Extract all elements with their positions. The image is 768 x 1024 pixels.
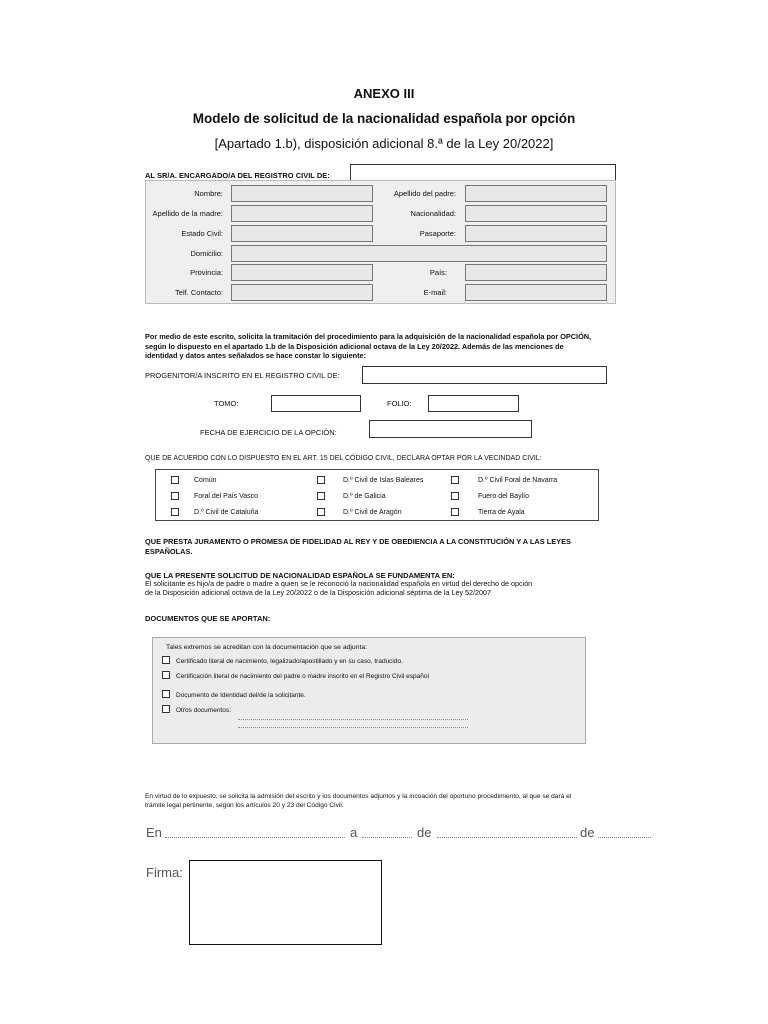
telf-label: Telf. Contacto: [175, 288, 223, 297]
intro-line-3: identidad y datos antes señalados se hace constar lo siguiente: [145, 351, 366, 360]
month-field[interactable] [437, 837, 577, 838]
vecindad-baleares-checkbox[interactable] [317, 476, 325, 484]
tomo-label: TOMO: [214, 399, 239, 408]
nacionalidad-label: Nacionalidad: [410, 209, 456, 218]
pasaporte-label: Pasaporte: [419, 229, 456, 238]
domicilio-field[interactable] [231, 245, 607, 262]
day-field[interactable] [362, 837, 412, 838]
annex-title: ANEXO III [353, 86, 415, 101]
apellido-padre-label: Apellido del padre: [393, 189, 456, 198]
form-subtitle: [Apartado 1.b), disposición adicional 8.ª de la Ley 20/2022] [214, 136, 554, 151]
vecindad-baleares-label: D.º Civil de Islas Baleares [343, 477, 424, 484]
fecha-opcion-label: FECHA DE EJERCICIO DE LA OPCIÓN: [200, 428, 337, 437]
vecindad-comun-checkbox[interactable] [171, 476, 179, 484]
folio-label: FOLIO: [387, 399, 412, 408]
vecindad-navarra-checkbox[interactable] [451, 476, 459, 484]
doc-identidad-checkbox[interactable] [162, 690, 170, 698]
date-a-label: a [350, 825, 358, 840]
apellido-madre-label: Apellido de la madre: [152, 209, 223, 218]
intro-line-1: Por medio de este escrito, solicita la tramitación del procedimiento para la adquisición de la nacionalidad española por OPCIÓN, [145, 332, 592, 341]
firma-label: Firma: [146, 865, 183, 880]
place-field[interactable] [165, 837, 345, 838]
domicilio-label: Domicilio: [190, 249, 223, 258]
doc-cert-nacimiento-checkbox[interactable] [162, 656, 170, 664]
place-en-label: En [146, 825, 162, 840]
year-field[interactable] [598, 837, 651, 838]
vecindad-ayala-label: Tierra de Ayala [478, 509, 525, 516]
closing-line-2: trámite legal pertinente, según los artículos 20 y 23 del Código Civil. [145, 802, 344, 809]
pasaporte-field[interactable] [465, 225, 607, 242]
progenitor-field[interactable] [362, 366, 607, 384]
progenitor-label: PROGENITOR/A INSCRITO EN EL REGISTRO CIVIL DE: [145, 371, 340, 380]
provincia-field[interactable] [231, 264, 373, 281]
vecindad-aragon-label: D.º Civil de Aragón [343, 509, 402, 516]
doc-otros-line-1[interactable] [238, 719, 468, 720]
registry-field[interactable] [350, 164, 616, 181]
nombre-label: Nombre: [194, 189, 223, 198]
fundamento-line-1: El solicitante es hijo/a de padre o madre a quien se le reconoció la nacionalidad española en virtud del derecho de opción [145, 579, 533, 588]
juramento-paragraph [145, 537, 625, 556]
fecha-opcion-field[interactable] [369, 420, 532, 438]
vecindad-navarra-label: D.º Civil Foral de Navarra [478, 477, 558, 484]
apellido-madre-field[interactable] [231, 205, 373, 222]
fundamento-heading: QUE LA PRESENTE SOLICITUD DE NACIONALIDAD ESPAÑOLA SE FUNDAMENTA EN: [145, 571, 455, 580]
date-de-label-1: de [417, 825, 432, 840]
vecindad-baylio-label: Fuero del Baylío [478, 493, 529, 500]
estado-civil-label: Estado Civil: [181, 229, 223, 238]
doc-otros-checkbox[interactable] [162, 705, 170, 713]
fundamento-paragraph [145, 580, 625, 597]
provincia-label: Provincia: [190, 268, 223, 277]
juramento-line-1: QUE PRESTA JURAMENTO O PROMESA DE FIDELIDAD AL REY Y DE OBEDIENCIA A LA CONSTITUCIÓN Y A LAS LEYES [145, 537, 571, 546]
vecindad-galicia-checkbox[interactable] [317, 492, 325, 500]
form-title: Modelo de solicitud de la nacionalidad española por opción [192, 111, 576, 126]
closing-line-1: En virtud de lo expuesto, se solicita la admisión del escrito y los documentos adjuntos y la incoación del oportuno procedimiento, al que se dará el [145, 793, 572, 800]
vecindad-aragon-checkbox[interactable] [317, 508, 325, 516]
doc-cert-padre-checkbox[interactable] [162, 671, 170, 679]
date-de-label-2: de [580, 825, 595, 840]
apellido-padre-field[interactable] [465, 185, 607, 202]
documentos-heading: DOCUMENTOS QUE SE APORTAN: [145, 614, 271, 623]
vecindad-galicia-label: D.º de Galicia [343, 493, 386, 500]
intro-paragraph [145, 332, 625, 361]
vecindad-heading: QUE DE ACUERDO CON LO DISPUESTO EN EL ART. 15 DEL CÓDIGO CIVIL, DECLARA OPTAR POR LA VECINDAD CIVIL: [145, 455, 542, 462]
nombre-field[interactable] [231, 185, 373, 202]
vecindad-pais-vasco-checkbox[interactable] [171, 492, 179, 500]
folio-field[interactable] [428, 395, 519, 412]
doc-cert-padre-label: Certificación literal de nacimiento del padre o madre inscrito en el Registro Civil español [176, 673, 429, 680]
email-label: E-mail: [423, 288, 447, 297]
documentos-intro: Tales extremos se acreditan con la documentación que se adjunta: [166, 644, 368, 651]
estado-civil-field[interactable] [231, 225, 373, 242]
pais-field[interactable] [465, 264, 607, 281]
fundamento-line-2: de la Disposición adicional octava de la Ley 20/2022 o de la Disposición adicional séptima de la Ley 52/2007 [145, 587, 492, 597]
registry-label: AL SR/A. ENCARGADO/A DEL REGISTRO CIVIL DE: [145, 171, 330, 180]
doc-cert-nacimiento-label: Certificado literal de nacimiento, legalizado/apostillado y en su caso, traducido. [176, 658, 403, 665]
tomo-field[interactable] [271, 395, 361, 412]
vecindad-comun-label: Común [194, 477, 217, 484]
intro-line-2: según lo dispuesto en el apartado 1.b de la Disposición adicional octava de la Ley 20/2022. Además de las menciones de [145, 341, 564, 351]
doc-otros-line-2[interactable] [238, 727, 468, 728]
vecindad-cataluna-label: D.º Civil de Cataluña [194, 509, 259, 516]
juramento-line-2: ESPAÑOLAS. [145, 546, 193, 556]
telf-field[interactable] [231, 284, 373, 301]
vecindad-baylio-checkbox[interactable] [451, 492, 459, 500]
pais-label: País: [429, 268, 447, 277]
nacionalidad-field[interactable] [465, 205, 607, 222]
vecindad-cataluna-checkbox[interactable] [171, 508, 179, 516]
vecindad-pais-vasco-label: Foral del País Vasco [194, 493, 259, 500]
email-field[interactable] [465, 284, 607, 301]
vecindad-ayala-checkbox[interactable] [451, 508, 459, 516]
doc-otros-label: Otros documentos: [176, 707, 231, 714]
doc-identidad-label: Documento de Identidad del/de la solicitante. [176, 692, 306, 699]
closing-paragraph [145, 792, 625, 810]
signature-box[interactable] [189, 860, 382, 945]
